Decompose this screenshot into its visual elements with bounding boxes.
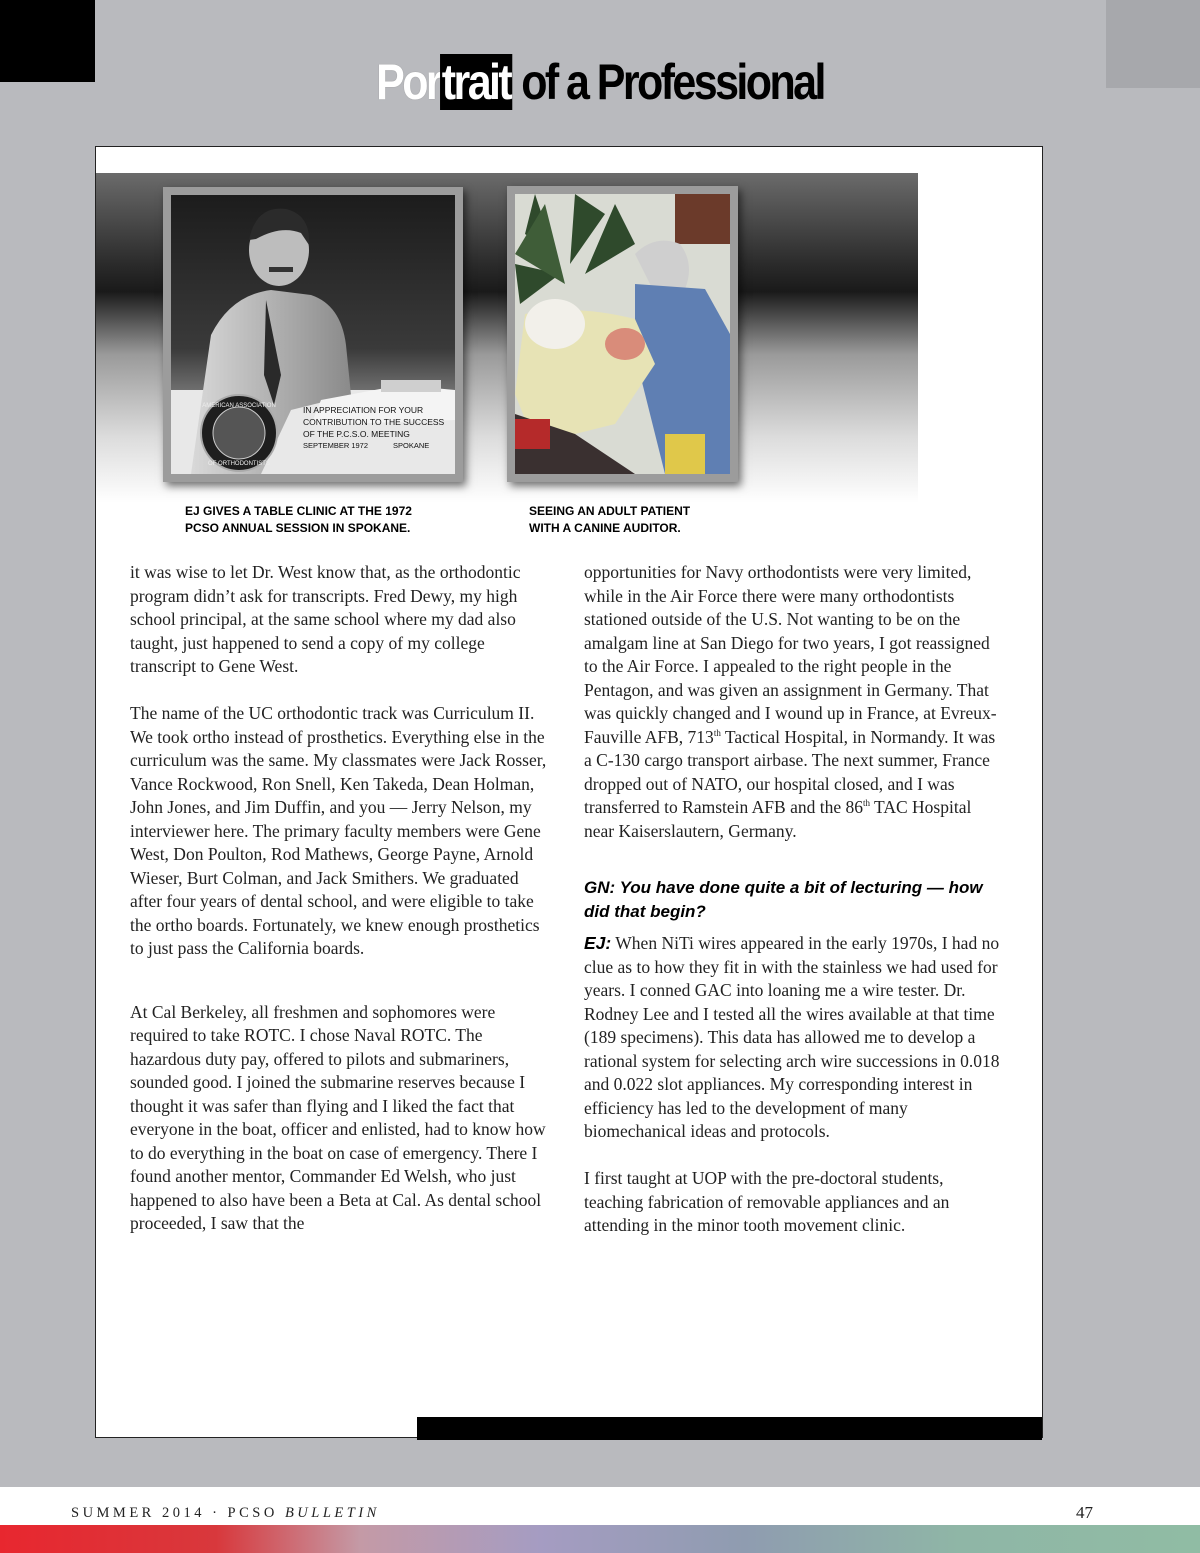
photo-adult-patient-illustration xyxy=(515,194,730,474)
right-paragraph-answer xyxy=(584,932,1004,1144)
page-title xyxy=(84,52,1116,112)
photo-adult-patient-image xyxy=(515,194,730,474)
right-paragraph-1-text: opportunities for Navy orthodontists were very limited, while in the Air Force there were many orthodontists stationed outside of the U.S. Not wanting to be on the amalgam line at San Diego for two years, I got reassigned to the Air Force. I appealed to the right people in the Pentagon, and was given an assignment in Germany. That was quickly changed and I wound up in France, at Evreux-Fauville AFB, 713 xyxy=(584,562,997,747)
caption-line: WITH A CANINE AUDITOR. xyxy=(529,521,681,535)
seal-top-text: AMERICAN ASSOCIATION xyxy=(202,403,276,409)
footer-bulletin: BULLETIN xyxy=(284,1505,380,1521)
plaque-line: OF THE P.C.S.O. MEETING xyxy=(303,429,410,439)
right-paragraph-1-text: Tactical Hospital, in Normandy. It was a C-130 cargo transport airbase. The next summer, France dropped out of NATO, our hospital closed, and I was transferred to Ramstein AFB and the 86 xyxy=(584,726,996,817)
answer-label: EJ: xyxy=(584,933,612,953)
corner-black-block xyxy=(0,0,95,82)
right-paragraph-1 xyxy=(584,561,1004,843)
seal-bottom-text: OF ORTHODONTISTS xyxy=(208,461,270,467)
plaque-line: CONTRIBUTION TO THE SUCCESS xyxy=(303,417,445,427)
photo-table-clinic-illustration xyxy=(171,195,455,474)
right-paragraph-1-text: TAC Hospital near Kaiserslautern, Germany. xyxy=(584,797,972,841)
plaque-line: IN APPRECIATION FOR YOUR xyxy=(303,405,424,415)
right-column xyxy=(584,561,1004,1238)
ordinal-suffix: th xyxy=(713,727,721,738)
page-number: 47 xyxy=(1076,1503,1093,1522)
right-paragraph-3: I first taught at UOP with the pre-doctoral students, teaching fabrication of removable appliances and an attending in the minor tooth movement clinic. xyxy=(584,1168,950,1235)
left-paragraph-3: At Cal Berkeley, all freshmen and sophomores were required to take ROTC. I chose Naval ROTC. The hazardous duty pay, offered to pilots and submariners, sounded good. I joined the submarine reserves because I thought it was safer than flying and I liked the fact that everyone in the boat, officer and enlisted, had to know how to do everything in the boat on case of emergency. There I found another mentor, Commander Ed Welsh, who just happened to also have been a Beta at Cal. As dental school proceeded, I saw that the xyxy=(130,1001,546,1233)
left-column xyxy=(130,561,550,1236)
interview-question: GN: You have done quite a bit of lecturing — how did that begin? xyxy=(584,878,983,921)
corner-gray-block xyxy=(1106,0,1200,88)
footer-publication xyxy=(71,1505,380,1522)
plaque-line: SEPTEMBER 1972 xyxy=(303,441,369,450)
left-paragraph-2: The name of the UC orthodontic track was Curriculum II. We took ortho instead of prosthetics. Everything else in the curriculum was the same. My classmates were Jack Rosser, Vance Rockwood, Ron Snell, Ken Takeda, Dean Holman, John Jones, and Jim Duffin, and you — Jerry Nelson, my interviewer here. The primary faculty members were Gene West, Don Poulton, Rod Mathews, George Payne, Arnold Wieser, Burt Colman, and Jack Smithers. We graduated after four years of dental school, and were eligible to take the ortho boards. Fortunately, we knew enough prosthetics to just pass the California boards. xyxy=(130,703,547,958)
footer-color-stripe xyxy=(0,1525,1200,1553)
title-part3: of a Professional xyxy=(511,54,824,110)
caption-line: SEEING AN ADULT PATIENT xyxy=(529,504,691,518)
caption-line: PCSO ANNUAL SESSION IN SPOKANE. xyxy=(185,521,411,535)
caption-adult-patient xyxy=(529,503,769,537)
caption-table-clinic xyxy=(185,503,475,537)
answer-text: When NiTi wires appeared in the early 1970s, I had no clue as to how they fit in with the stainless we had used for years. I conned GAC into loaning me a wire tester. Dr. Rodney Lee and I tested all the wires available at that time (189 specimens). This data has allowed me to develop a rational system for selecting arch wire successions in 0.018 and 0.022 slot appliances. My corresponding interest in efficiency has led to the development of many biomechanical ideas and protocols. xyxy=(584,933,1000,1141)
left-paragraph-1: it was wise to let Dr. West know that, as the orthodontic program didn’t ask for transcripts. Fred Dewy, my high school principal, at the same school where my dad also taught, just happened to send a copy of my college transcript to Gene West. xyxy=(130,562,521,676)
plaque-line: SPOKANE xyxy=(393,441,430,450)
ordinal-suffix: th xyxy=(862,798,870,809)
panel-bottom-bar xyxy=(417,1417,1042,1440)
photo-table-clinic xyxy=(163,187,463,482)
title-part1: Por xyxy=(376,54,441,110)
photo-adult-patient xyxy=(507,186,738,482)
photo-table-clinic-image xyxy=(171,195,455,474)
caption-line: EJ GIVES A TABLE CLINIC AT THE 1972 xyxy=(185,504,412,518)
footer-season: SUMMER 2014 · PCSO xyxy=(71,1505,285,1521)
title-part2: trait xyxy=(441,54,511,110)
